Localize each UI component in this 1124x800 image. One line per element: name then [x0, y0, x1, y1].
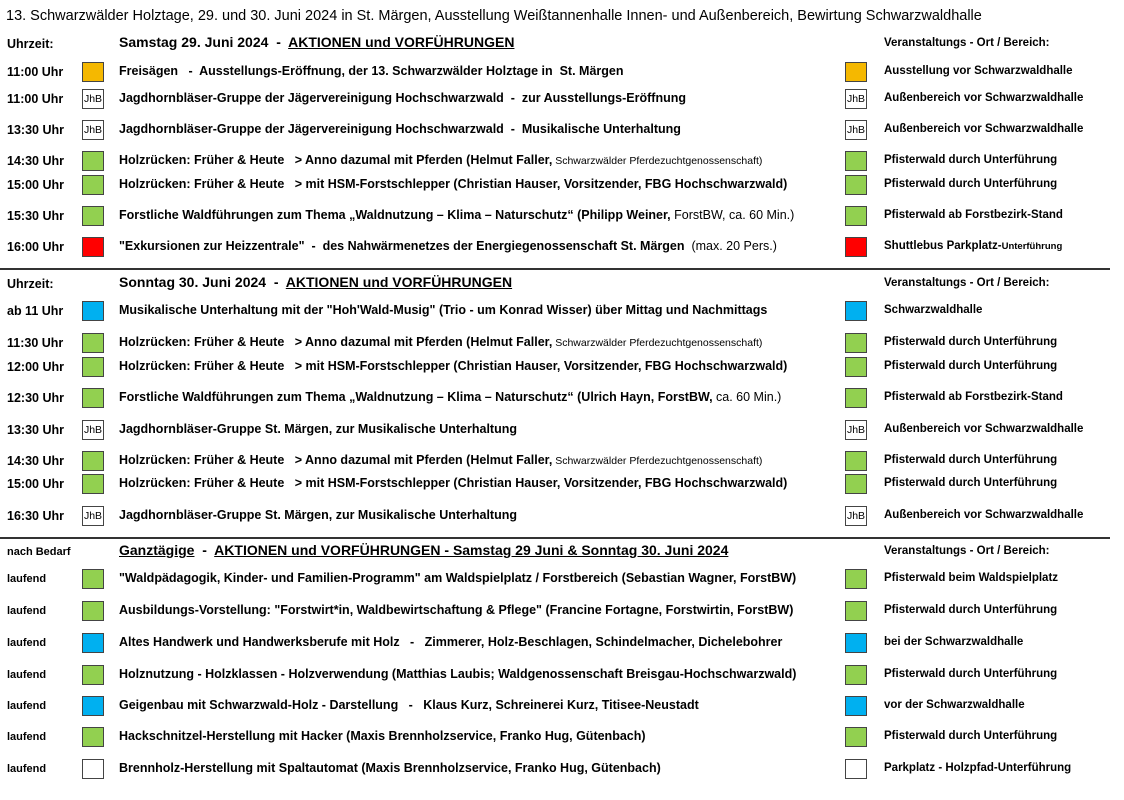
event-location: Pfisterwald durch Unterführung — [884, 178, 1058, 190]
schedule-row — [0, 301, 1124, 321]
event-description: Freisägen - Ausstellungs-Eröffnung, der 13. Schwarzwälder Holztage in St. Märgen — [119, 64, 624, 78]
schedule-row — [0, 759, 1124, 779]
category-marker-right — [845, 206, 867, 226]
category-marker-left — [82, 237, 104, 257]
time-cell: 15:00 Uhr — [7, 477, 64, 491]
category-marker-right — [845, 62, 867, 82]
event-location: bei der Schwarzwaldhalle — [884, 636, 1024, 648]
category-marker-left: JhB — [82, 120, 104, 140]
event-location: Parkplatz - Holzpfad-Unterführung — [884, 762, 1072, 774]
category-marker-left — [82, 601, 104, 621]
category-marker-right — [845, 727, 867, 747]
schedule-row — [0, 237, 1124, 257]
category-marker-left — [82, 357, 104, 377]
schedule-row — [0, 151, 1124, 171]
event-location: Pfisterwald durch Unterführung — [884, 730, 1058, 742]
category-marker-right — [845, 696, 867, 716]
category-marker-left — [82, 206, 104, 226]
time-cell: ab 11 Uhr — [7, 304, 64, 318]
header-time-label: Uhrzeit: — [7, 277, 54, 291]
category-marker-left — [82, 301, 104, 321]
time-cell: laufend — [7, 573, 47, 585]
time-cell: 14:30 Uhr — [7, 454, 64, 468]
category-marker-left: JhB — [82, 506, 104, 526]
category-marker-left — [82, 569, 104, 589]
event-description: Holzrücken: Früher & Heute > mit HSM-Forstschlepper (Christian Hauser, Vorsitzender, FBG Hochschwarzwald) — [119, 476, 788, 490]
event-location: Ausstellung vor Schwarzwaldhalle — [884, 65, 1073, 77]
time-cell: laufend — [7, 637, 47, 649]
event-location: Außenbereich vor Schwarzwaldhalle — [884, 423, 1084, 435]
event-location-note: Unterführung — [1001, 241, 1063, 252]
category-marker-left — [82, 62, 104, 82]
category-marker-left — [82, 696, 104, 716]
time-cell: 14:30 Uhr — [7, 154, 64, 168]
time-cell: 16:30 Uhr — [7, 509, 64, 523]
time-cell: 15:30 Uhr — [7, 209, 64, 223]
category-marker-right: JhB — [845, 89, 867, 109]
schedule-row — [0, 120, 1124, 140]
event-description: "Exkursionen zur Heizzentrale" - des Nahwärmenetzes der Energiegenossenschaft St. Märgen (max. 20 Pers.) — [119, 239, 777, 253]
schedule-row — [0, 451, 1124, 471]
category-marker-left — [82, 665, 104, 685]
category-marker-left — [82, 727, 104, 747]
header-location-label: Veranstaltungs - Ort / Bereich: — [884, 277, 1050, 289]
time-cell: 13:30 Uhr — [7, 423, 64, 437]
header-time-label: nach Bedarf — [7, 546, 71, 558]
category-marker-right — [845, 388, 867, 408]
event-description: Altes Handwerk und Handwerksberufe mit Holz - Zimmerer, Holz-Beschlagen, Schindelmacher, Dichelebohrer — [119, 635, 783, 649]
schedule-row — [0, 333, 1124, 353]
category-marker-right — [845, 333, 867, 353]
event-location: Außenbereich vor Schwarzwaldhalle — [884, 509, 1084, 521]
event-description: Holzrücken: Früher & Heute > Anno dazumal mit Pferden (Helmut Faller, Schwarzwälder Pferdezuchtgenossenschaft) — [119, 153, 763, 167]
event-location: Shuttlebus Parkplatz-Unterführung — [884, 240, 1063, 252]
time-cell: laufend — [7, 669, 47, 681]
category-marker-left — [82, 175, 104, 195]
event-location: Pfisterwald ab Forstbezirk-Stand — [884, 391, 1063, 403]
category-marker-right: JhB — [845, 506, 867, 526]
event-description: Musikalische Unterhaltung mit der "Hoh'Wald-Musig" (Trio - um Konrad Wisser) über Mittag und Nachmittags — [119, 303, 768, 317]
schedule-row — [0, 420, 1124, 440]
time-cell: 11:00 Uhr — [7, 65, 64, 79]
event-location: Pfisterwald durch Unterführung — [884, 477, 1058, 489]
event-location: Pfisterwald beim Waldspielplatz — [884, 572, 1059, 584]
schedule-row — [0, 175, 1124, 195]
category-marker-right — [845, 474, 867, 494]
event-location: Schwarzwaldhalle — [884, 304, 983, 316]
time-cell: 12:00 Uhr — [7, 360, 64, 374]
schedule-row — [0, 474, 1124, 494]
schedule-row — [0, 62, 1124, 82]
schedule-row — [0, 357, 1124, 377]
event-description: Forstliche Waldführungen zum Thema „Waldnutzung – Klima – Naturschutz“ (Philipp Weiner, ForstBW, ca. 60 Min.) — [119, 208, 795, 222]
category-marker-left — [82, 759, 104, 779]
event-location: Pfisterwald ab Forstbezirk-Stand — [884, 209, 1063, 221]
event-description: Hackschnitzel-Herstellung mit Hacker (Maxis Brennholzservice, Franko Hug, Gütenbach) — [119, 729, 646, 743]
section-header — [0, 34, 1124, 54]
header-time-label: Uhrzeit: — [7, 37, 54, 51]
schedule-row — [0, 727, 1124, 747]
event-description: Jagdhornbläser-Gruppe St. Märgen, zur Musikalische Unterhaltung — [119, 508, 517, 522]
category-marker-right — [845, 665, 867, 685]
category-marker-right — [845, 569, 867, 589]
category-marker-right — [845, 175, 867, 195]
event-location: Pfisterwald durch Unterführung — [884, 454, 1058, 466]
category-marker-right: JhB — [845, 420, 867, 440]
event-description: Holznutzung - Holzklassen - Holzverwendung (Matthias Laubis; Waldgenossenschaft Breisgau-Hochschwarzwald) — [119, 667, 797, 681]
schedule-row — [0, 665, 1124, 685]
event-description: Jagdhornbläser-Gruppe der Jägervereinigung Hochschwarzwald - Musikalische Unterhaltung — [119, 122, 681, 136]
event-description: Brennholz-Herstellung mit Spaltautomat (Maxis Brennholzservice, Franko Hug, Gütenbach) — [119, 761, 661, 775]
event-location: Außenbereich vor Schwarzwaldhalle — [884, 92, 1084, 104]
time-cell: laufend — [7, 605, 47, 617]
category-marker-right — [845, 451, 867, 471]
schedule-row — [0, 601, 1124, 621]
category-marker-left — [82, 451, 104, 471]
category-marker-left: JhB — [82, 89, 104, 109]
category-marker-right — [845, 357, 867, 377]
schedule-row — [0, 569, 1124, 589]
time-cell: 11:30 Uhr — [7, 336, 64, 350]
category-marker-right — [845, 151, 867, 171]
event-description: Jagdhornbläser-Gruppe der Jägervereinigung Hochschwarzwald - zur Ausstellungs-Eröffnung — [119, 91, 686, 105]
header-location-label: Veranstaltungs - Ort / Bereich: — [884, 37, 1050, 49]
event-description: "Waldpädagogik, Kinder- und Familien-Programm" am Waldspielplatz / Forstbereich (Sebastian Wagner, ForstBW) — [119, 571, 797, 585]
time-cell: 12:30 Uhr — [7, 391, 64, 405]
event-location: Pfisterwald durch Unterführung — [884, 360, 1058, 372]
schedule-row — [0, 206, 1124, 226]
event-description: Forstliche Waldführungen zum Thema „Waldnutzung – Klima – Naturschutz“ (Ulrich Hayn, ForstBW, ca. 60 Min.) — [119, 390, 782, 404]
category-marker-right — [845, 237, 867, 257]
event-note: ca. 60 Min.) — [712, 390, 782, 404]
category-marker-left — [82, 633, 104, 653]
event-location: Pfisterwald durch Unterführung — [884, 668, 1058, 680]
schedule-row — [0, 388, 1124, 408]
category-marker-left — [82, 474, 104, 494]
category-marker-left — [82, 388, 104, 408]
event-description: Jagdhornbläser-Gruppe St. Märgen, zur Musikalische Unterhaltung — [119, 422, 517, 436]
event-note: Schwarzwälder Pferdezuchtgenossenschaft) — [552, 455, 763, 467]
category-marker-right — [845, 759, 867, 779]
section-title: Ganztägige - AKTIONEN und VORFÜHRUNGEN - Samstag 29 Juni & Sonntag 30. Juni 2024 — [119, 542, 729, 558]
category-marker-right — [845, 301, 867, 321]
header-location-label: Veranstaltungs - Ort / Bereich: — [884, 545, 1050, 557]
event-description: Ausbildungs-Vorstellung: "Forstwirt*in, Waldbewirtschaftung & Pflege" (Francine Fortagne, Forstwirtin, ForstBW) — [119, 603, 794, 617]
time-cell: 11:00 Uhr — [7, 92, 64, 106]
event-note: (max. 20 Pers.) — [684, 239, 777, 253]
section-header — [0, 542, 1124, 562]
category-marker-right: JhB — [845, 120, 867, 140]
event-description: Geigenbau mit Schwarzwald-Holz - Darstellung - Klaus Kurz, Schreinerei Kurz, Titisee-Neustadt — [119, 698, 699, 712]
event-description: Holzrücken: Früher & Heute > Anno dazumal mit Pferden (Helmut Faller, Schwarzwälder Pferdezuchtgenossenschaft) — [119, 453, 763, 467]
time-cell: 16:00 Uhr — [7, 240, 64, 254]
time-cell: laufend — [7, 731, 47, 743]
event-description: Holzrücken: Früher & Heute > Anno dazumal mit Pferden (Helmut Faller, Schwarzwälder Pferdezuchtgenossenschaft) — [119, 335, 763, 349]
category-marker-right — [845, 633, 867, 653]
time-cell: laufend — [7, 763, 47, 775]
schedule-row — [0, 89, 1124, 109]
event-location: Pfisterwald durch Unterführung — [884, 154, 1058, 166]
event-note: Schwarzwälder Pferdezuchtgenossenschaft) — [552, 337, 763, 349]
section-divider — [0, 537, 1110, 539]
section-title: Samstag 29. Juni 2024 - AKTIONEN und VORFÜHRUNGEN — [119, 34, 515, 50]
time-cell: 13:30 Uhr — [7, 123, 64, 137]
event-location: Pfisterwald durch Unterführung — [884, 336, 1058, 348]
event-location: Pfisterwald durch Unterführung — [884, 604, 1058, 616]
section-divider — [0, 268, 1110, 270]
section-header — [0, 274, 1124, 294]
event-location: vor der Schwarzwaldhalle — [884, 699, 1025, 711]
event-location: Außenbereich vor Schwarzwaldhalle — [884, 123, 1084, 135]
time-cell: laufend — [7, 700, 47, 712]
category-marker-left — [82, 333, 104, 353]
category-marker-left — [82, 151, 104, 171]
event-description: Holzrücken: Früher & Heute > mit HSM-Forstschlepper (Christian Hauser, Vorsitzender, FBG Hochschwarzwald) — [119, 177, 788, 191]
document-title: 13. Schwarzwälder Holztage, 29. und 30. Juni 2024 in St. Märgen, Ausstellung Weißtannenhalle Innen- und Außenbereich, Bewirtung Schwarzwaldhalle — [6, 8, 982, 24]
schedule-row — [0, 696, 1124, 716]
event-note: Schwarzwälder Pferdezuchtgenossenschaft) — [552, 155, 763, 167]
time-cell: 15:00 Uhr — [7, 178, 64, 192]
section-title: Sonntag 30. Juni 2024 - AKTIONEN und VORFÜHRUNGEN — [119, 274, 513, 290]
event-note: ForstBW, ca. 60 Min.) — [670, 208, 795, 222]
category-marker-left: JhB — [82, 420, 104, 440]
event-description: Holzrücken: Früher & Heute > mit HSM-Forstschlepper (Christian Hauser, Vorsitzender, FBG Hochschwarzwald) — [119, 359, 788, 373]
schedule-row — [0, 506, 1124, 526]
schedule-row — [0, 633, 1124, 653]
category-marker-right — [845, 601, 867, 621]
